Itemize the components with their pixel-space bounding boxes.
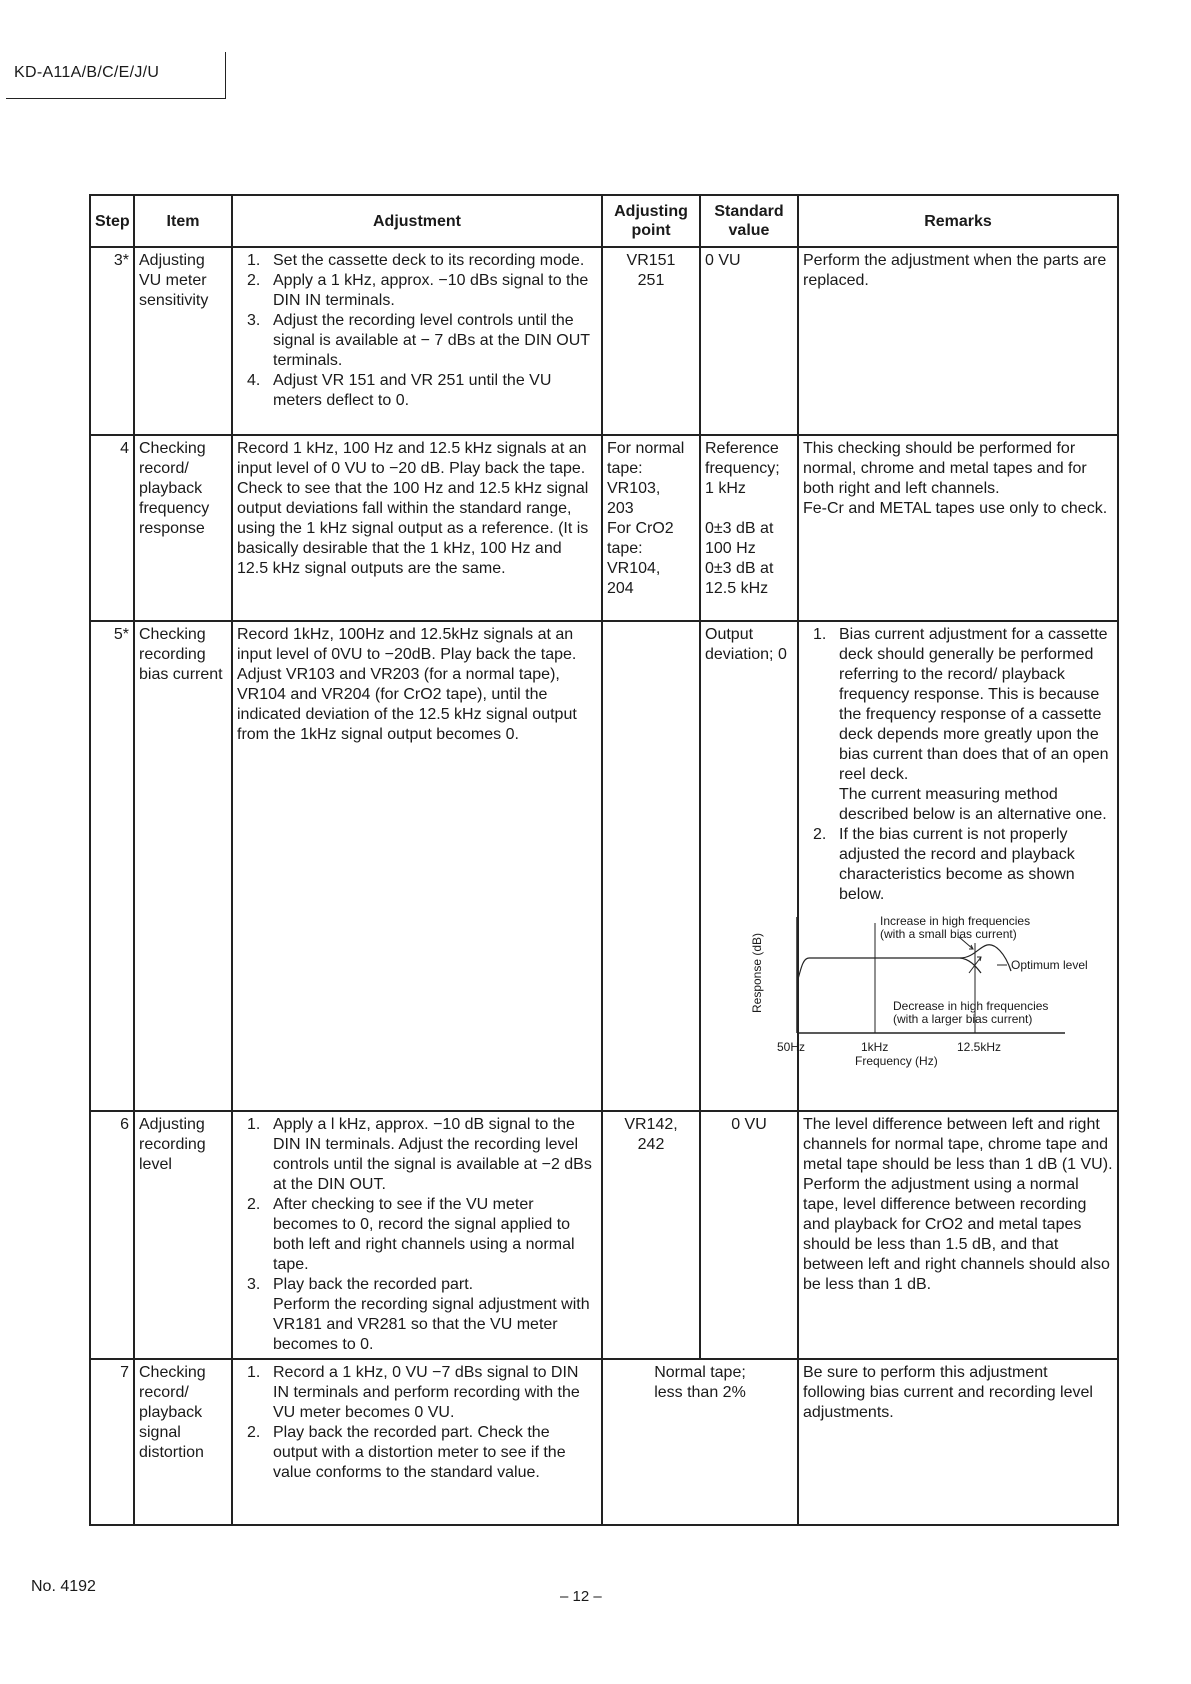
remarks: Perform the adjustment when the parts are replaced. [798, 247, 1118, 435]
col-adjustment: Adjustment [232, 195, 602, 247]
label-increase-1: Increase in high frequencies [880, 914, 1031, 928]
item-name: Checking recording bias current [134, 621, 232, 1111]
remark-item: 1. Bias current adjustment for a cassette deck should generally be performed referring to the record/ playback frequency response. This is because the frequency response of a cassette deck depends more greatly upon the bias current than does that of an open reel deck. The current measuring method described below is an alternative one. [813, 626, 1109, 823]
remarks: Be sure to perform this adjustment following bias current and recording level adjustments. [798, 1359, 1118, 1525]
label-decrease-2: (with a larger bias current) [893, 1012, 1033, 1026]
col-item: Item [134, 195, 232, 247]
item-name: Checking record/ playback signal distortion [134, 1359, 232, 1525]
graph-y-label: Response (dB) [750, 932, 764, 1013]
item-name: Checking record/ playback frequency response [134, 435, 232, 621]
item-name: Adjusting recording level [134, 1111, 232, 1359]
standard-value: Reference frequency; 1 kHz 0±3 dB at 100 Hz 0±3 dB at 12.5 kHz [700, 435, 798, 621]
point-and-standard: Normal tape; less than 2% [602, 1359, 798, 1525]
standard-value: 0 VU [700, 247, 798, 435]
adjustment-cell: Record 1 kHz, 100 Hz and 12.5 kHz signals at an input level of 0 VU to −20 dB. Play back the tape. Check to see that the 100 Hz and 12.5 kHz signal output deviations fall within the standard range, using the 1 kHz signal output as a reference. (It is basically desirable that the 1 kHz, 100 Hz and 12.5 kHz signal outputs are the same. [232, 435, 602, 621]
step-number: 4 [90, 435, 134, 621]
adjusting-point: VR151 251 [602, 247, 700, 435]
label-increase-2: (with a small bias current) [880, 927, 1017, 941]
tick-1khz: 1kHz [861, 1040, 889, 1054]
table-header-row [90, 195, 1118, 247]
adjustment-cell [232, 1359, 602, 1525]
adjusting-point: VR142, 242 [602, 1111, 700, 1359]
step-number: 6 [90, 1111, 134, 1359]
remarks: The level difference between left and right channels for normal tape, chrome tape and metal tape should be less than 1 dB (1 VU). Perform the adjustment using a normal tape, level difference between recording and playback for CrO2 and metal tapes should be less than 1.5 dB, and that between left and right channels should also be less than 1 dB. [798, 1111, 1118, 1359]
bias-response-graph [735, 913, 1115, 1073]
label-decrease-1: Decrease in high frequencies [893, 999, 1049, 1013]
item-name: Adjusting VU meter sensitivity [134, 247, 232, 435]
remark-item: 2. If the bias current is not properly adjusted the record and playback characteristics become as shown below. [813, 826, 1075, 903]
adjustment-step: 3. Adjust the recording level controls until the signal is available at − 7 dBs at the DIN OUT terminals. [247, 312, 590, 369]
col-adjusting-point: Adjusting point [602, 195, 700, 247]
label-optimum: Optimum level [1011, 958, 1088, 972]
adjustment-step: 1. Apply a l kHz, approx. −10 dB signal to the DIN IN terminals. Adjust the recording level controls until the signal is available at −2 dBs at the DIN OUT. [247, 1116, 592, 1193]
table-row [90, 435, 1118, 621]
page-number: – 12 – [560, 1588, 602, 1605]
step-number: 5* [90, 621, 134, 1111]
remarks: This checking should be performed for normal, chrome and metal tapes and for both right and left channels. Fe-Cr and METAL tapes use only to check. [798, 435, 1118, 621]
table-row [90, 1111, 1118, 1359]
table-row [90, 621, 1118, 1111]
tick-12-5khz: 12.5kHz [957, 1040, 1002, 1054]
adjustment-step: 1. Set the cassette deck to its recording mode. [247, 252, 585, 269]
standard-value: 0 VU [700, 1111, 798, 1359]
step-number: 7 [90, 1359, 134, 1525]
adjustment-step: 2. After checking to see if the VU meter becomes to 0, record the signal applied to both left and right channels using a normal tape. [247, 1196, 575, 1273]
adjustment-step: 4. Adjust VR 151 and VR 251 until the VU meters deflect to 0. [247, 372, 552, 409]
table-row [90, 1359, 1118, 1525]
adjustment-step: 1. Record a 1 kHz, 0 VU −7 dBs signal to DIN IN terminals and perform recording with the VU meter becomes 0 VU. [247, 1364, 580, 1421]
standard-value: Output deviation; 0 [700, 621, 798, 1111]
adjustment-cell [232, 1111, 602, 1359]
adjustment-step: 2. Apply a 1 kHz, approx. −10 dBs signal to the DIN IN terminals. [247, 272, 589, 309]
adjustment-step: 3. Play back the recorded part. Perform the recording signal adjustment with VR181 and VR281 so that the VU meter becomes to 0. [247, 1276, 590, 1353]
model-number: KD-A11A/B/C/E/J/U [14, 64, 160, 81]
remarks-cell [750, 621, 1118, 1111]
col-standard-value: Standard value [700, 195, 798, 247]
col-remarks: Remarks [798, 195, 1118, 247]
adjustment-cell [232, 247, 602, 435]
adjustment-table [89, 194, 1119, 1526]
table-row [90, 247, 1118, 435]
adjusting-point [602, 621, 700, 1111]
adjusting-point: For normal tape: VR103, 203 For CrO2 tape: VR104, 204 [602, 435, 700, 621]
col-step: Step [90, 195, 134, 247]
header-rule [6, 98, 226, 99]
step-number: 3* [90, 247, 134, 435]
graph-x-label: Frequency (Hz) [855, 1054, 938, 1068]
header-divider [225, 52, 226, 99]
document-number: No. 4192 [31, 1578, 96, 1595]
tick-50hz: 50Hz [777, 1040, 806, 1054]
adjustment-step: 2. Play back the recorded part. Check the output with a distortion meter to see if the value conforms to the standard value. [247, 1424, 566, 1481]
adjustment-cell: Record 1kHz, 100Hz and 12.5kHz signals at an input level of 0VU to −20dB. Play back the tape. Adjust VR103 and VR203 (for a normal tape), VR104 and VR204 (for CrO2 tape), until the indicated deviation of the 12.5 kHz signal output from the 1kHz signal output becomes 0. [232, 621, 602, 1111]
graph-curve-small-bias [797, 945, 1011, 983]
